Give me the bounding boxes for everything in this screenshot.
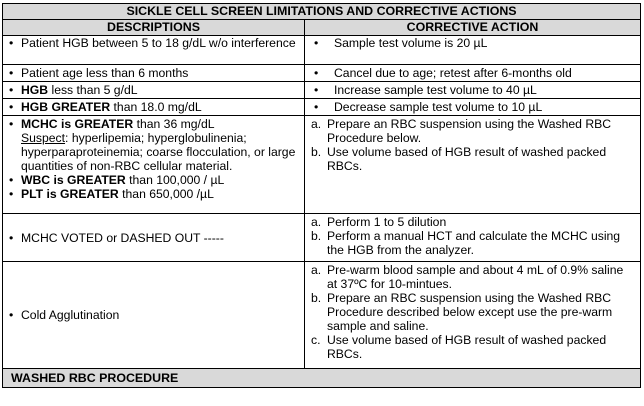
- action-item: [305, 83, 640, 97]
- table-row: [3, 65, 641, 82]
- bullet: •: [314, 36, 319, 50]
- table-row: [3, 214, 641, 262]
- action-cell: [305, 82, 641, 99]
- action-item: [305, 36, 640, 50]
- list-marker: c.: [311, 333, 321, 347]
- description-rest: than 18.0 mg/dL: [110, 100, 202, 114]
- action-item: [305, 229, 640, 257]
- description-text: [21, 83, 304, 97]
- washed-rbc-procedure-heading: WASHED RBC PROCEDURE: [3, 369, 641, 388]
- description-rest: than 650,000 /µL: [118, 187, 214, 201]
- action-text: Pre-warm blood sample and about 4 mL of 0.9% saline at 37ºC for 10-mintues.: [327, 263, 624, 291]
- action-item: [305, 100, 640, 114]
- action-text: Sample test volume is 20 µL: [334, 36, 488, 50]
- description-item: [3, 117, 304, 173]
- action-cell: [305, 36, 641, 65]
- description-bold: MCHC is GREATER: [21, 117, 134, 131]
- table-row: [3, 99, 641, 116]
- suspect-label: Suspect: [21, 131, 66, 145]
- bullet: •: [314, 100, 319, 114]
- description-text: [21, 173, 304, 187]
- table-row: [3, 116, 641, 214]
- action-cell: [305, 99, 641, 116]
- description-item: [3, 187, 304, 201]
- description-cell: [3, 116, 305, 214]
- bullet: •: [9, 100, 14, 114]
- suspect-text: : hyperlipemia; hyperglobulinenia; hyperparaproteinemia; coarse flocculation, or large quantities of non-RBC cellular material.: [21, 131, 296, 173]
- list-marker: a.: [311, 117, 322, 131]
- bullet: •: [9, 36, 14, 50]
- action-text: Decrease sample test volume to 10 µL: [334, 100, 543, 114]
- header-corrective-action: CORRECTIVE ACTION: [305, 20, 641, 36]
- bullet: •: [9, 187, 14, 201]
- action-text: Use volume based of HGB result of washed packed RBCs.: [327, 145, 607, 173]
- description-rest: less than 5 g/dL: [48, 83, 138, 97]
- list-marker: b.: [311, 291, 322, 305]
- action-text: Use volume based of HGB result of washed packed RBCs.: [327, 333, 607, 361]
- description-cell: [3, 262, 305, 369]
- action-cell: [305, 262, 641, 369]
- bullet: •: [9, 230, 14, 245]
- description-cell: [3, 65, 305, 82]
- bullet: •: [9, 66, 14, 80]
- description-text: Cold Agglutination: [21, 308, 120, 322]
- title-row: [3, 4, 641, 20]
- description-item: [3, 308, 304, 322]
- action-text: Increase sample test volume to 40 µL: [334, 83, 537, 97]
- bullet: •: [9, 83, 14, 97]
- list-marker: b.: [311, 229, 322, 243]
- action-item: [305, 66, 640, 80]
- action-text: Perform a manual HCT and calculate the MCHC using the HGB from the analyzer.: [327, 229, 621, 257]
- description-bold: HGB: [21, 83, 49, 97]
- description-text: Patient HGB between 5 to 18 g/dL w/o interference: [21, 36, 296, 50]
- bullet: •: [314, 66, 319, 80]
- action-cell: [305, 65, 641, 82]
- description-item: [3, 66, 304, 80]
- description-item: [3, 231, 304, 245]
- description-item: [3, 100, 304, 114]
- description-text: [21, 187, 304, 201]
- description-text: Patient age less than 6 months: [21, 66, 189, 80]
- list-marker: b.: [311, 145, 322, 159]
- action-item: [305, 263, 640, 291]
- description-cell: [3, 99, 305, 116]
- description-item: [3, 173, 304, 187]
- description-text: [21, 100, 304, 114]
- description-rest: than 36 mg/dL: [133, 117, 215, 131]
- column-header-row: [3, 20, 641, 36]
- description-text: MCHC VOTED or DASHED OUT -----: [21, 230, 224, 245]
- description-bold: HGB GREATER: [21, 100, 111, 114]
- description-bold: WBC is GREATER: [21, 173, 126, 187]
- description-cell: [3, 36, 305, 65]
- action-item: [305, 117, 640, 145]
- description-item: [3, 36, 304, 50]
- description-rest: than 100,000 / µL: [125, 173, 225, 187]
- table-title: SICKLE CELL SCREEN LIMITATIONS AND CORRECTIVE ACTIONS: [3, 4, 641, 20]
- bullet: •: [9, 308, 14, 322]
- action-item: [305, 291, 640, 333]
- description-bold: PLT is GREATER: [21, 187, 119, 201]
- action-item: [305, 145, 640, 173]
- bullet: •: [9, 117, 14, 131]
- footer-row: [3, 369, 641, 388]
- action-text: Cancel due to age; retest after 6-months old: [334, 66, 572, 80]
- action-text: Prepare an RBC suspension using the Washed RBC Procedure described below except use the pre-warm sample and saline.: [327, 291, 613, 333]
- action-cell: [305, 116, 641, 214]
- bullet: •: [9, 173, 14, 187]
- action-cell: [305, 214, 641, 262]
- action-text: Perform 1 to 5 dilution: [327, 215, 447, 229]
- action-item: [305, 333, 640, 361]
- list-marker: a.: [311, 263, 322, 277]
- description-cell: [3, 82, 305, 99]
- limitations-table: [2, 3, 641, 388]
- table-row: [3, 262, 641, 369]
- action-text: Prepare an RBC suspension using the Washed RBC Procedure below.: [327, 117, 612, 145]
- bullet: •: [314, 83, 319, 97]
- action-item: [305, 215, 640, 229]
- description-text: [21, 117, 304, 173]
- description-cell: [3, 214, 305, 262]
- table-row: [3, 36, 641, 65]
- description-item: [3, 83, 304, 97]
- table-row: [3, 82, 641, 99]
- header-descriptions: DESCRIPTIONS: [3, 20, 305, 36]
- list-marker: a.: [311, 215, 322, 229]
